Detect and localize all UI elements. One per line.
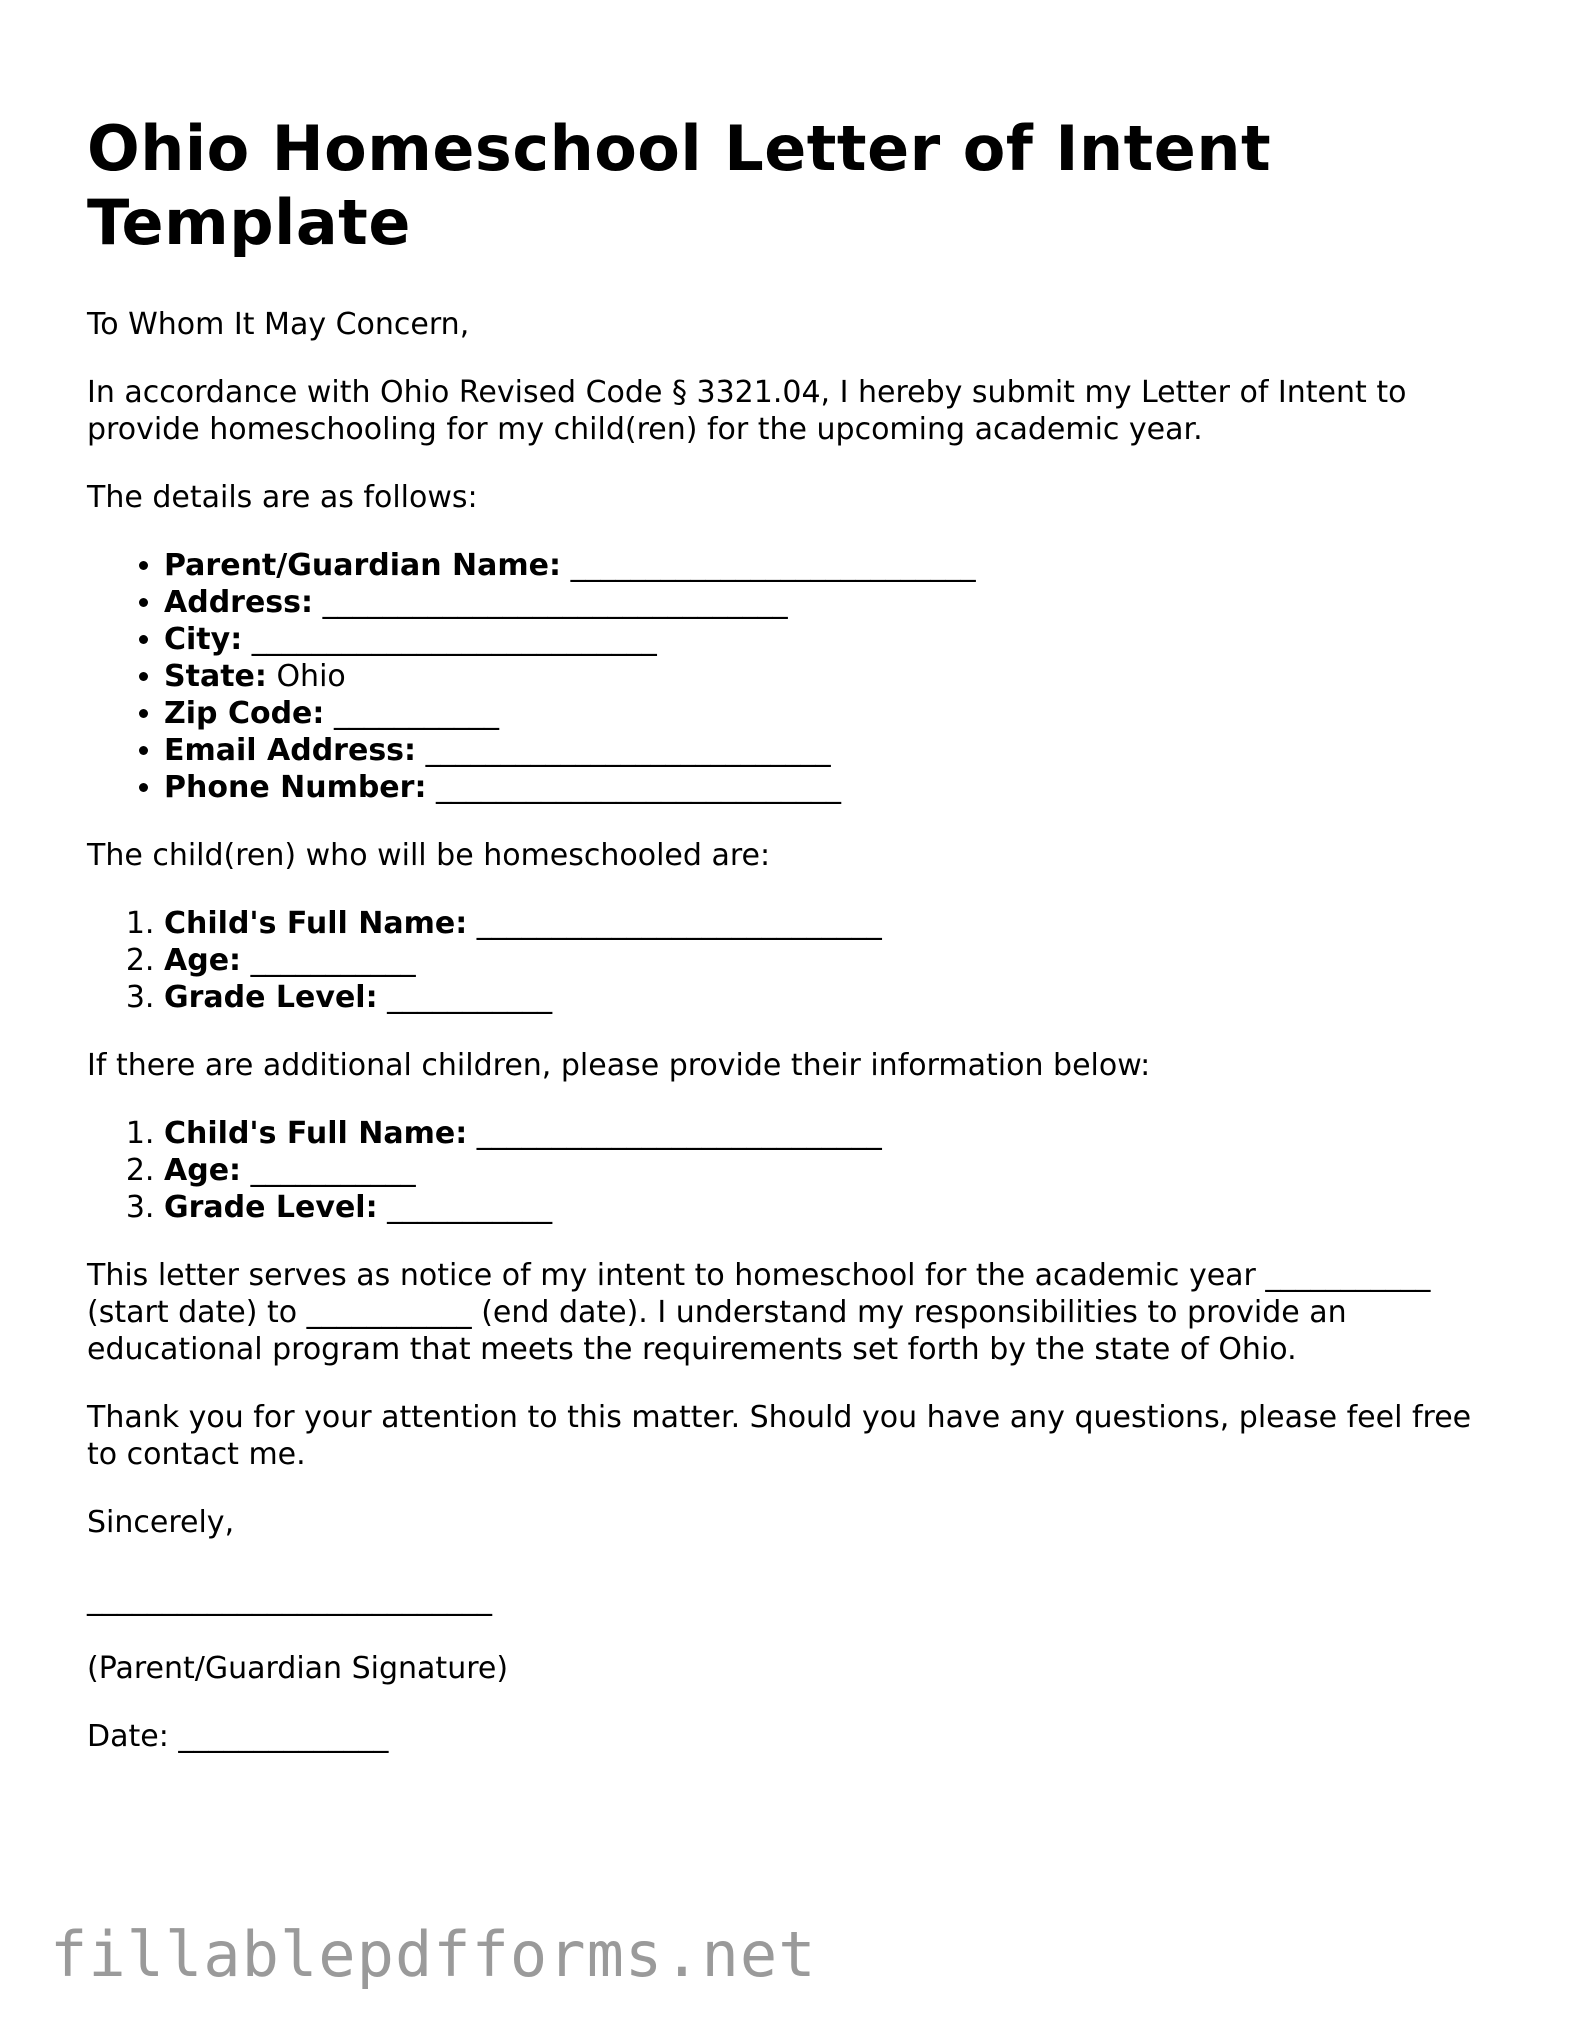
detail-parent-name	[164, 547, 1507, 584]
detail-value: Ohio	[276, 659, 346, 694]
child-age	[164, 942, 1507, 979]
notice-paragraph: This letter serves as notice of my intent to homeschool for the academic year ___________ (start date) to ___________ (end date). I understand my responsibilities to provide an educational program that meets the requirements set forth by the state of Ohio.	[87, 1258, 1431, 1367]
detail-city	[164, 621, 1507, 658]
detail-label: Zip Code:	[164, 696, 325, 731]
closing: Sincerely,	[87, 1505, 235, 1540]
detail-email	[164, 732, 1507, 769]
detail-label: Parent/Guardian Name:	[164, 548, 562, 583]
child-field[interactable]: ___________	[387, 1190, 553, 1225]
detail-field[interactable]: ___________________________	[425, 733, 831, 768]
detail-field[interactable]: ___________________________	[436, 770, 841, 805]
detail-field[interactable]: _______________________________	[322, 585, 788, 620]
child-label: Age:	[164, 1153, 242, 1188]
detail-field[interactable]: ___________________________	[570, 548, 976, 583]
child-grade	[164, 979, 1507, 1016]
detail-phone	[164, 769, 1507, 806]
child-label: Age:	[164, 943, 242, 978]
details-intro: The details are as follows:	[87, 480, 478, 515]
child-field[interactable]: ___________	[250, 1153, 416, 1188]
detail-address	[164, 584, 1507, 621]
signature-line[interactable]: ___________________________	[87, 1582, 492, 1617]
additional-intro: If there are additional children, please provide their information below:	[87, 1048, 1151, 1083]
detail-field[interactable]: ___________	[333, 696, 499, 731]
detail-zip	[164, 695, 1507, 732]
detail-label: Phone Number:	[164, 770, 427, 805]
child-field[interactable]: ___________	[387, 980, 553, 1015]
date-row	[87, 1718, 1507, 1755]
detail-label: Address:	[164, 585, 314, 620]
thanks-paragraph: Thank you for your attention to this matter. Should you have any questions, please feel free to contact me.	[87, 1400, 1472, 1472]
date-label: Date:	[87, 1719, 169, 1754]
signature-caption: (Parent/Guardian Signature)	[87, 1651, 509, 1686]
additional-child-name	[164, 1115, 1507, 1152]
detail-field[interactable]: ___________________________	[251, 622, 657, 657]
details-list	[87, 547, 1507, 806]
child-label: Child's Full Name:	[164, 1116, 468, 1151]
child-field[interactable]: ___________	[250, 943, 416, 978]
detail-label: Email Address:	[164, 733, 417, 768]
child-label: Child's Full Name:	[164, 906, 468, 941]
child-field[interactable]: ___________________________	[476, 906, 882, 941]
date-field[interactable]: ______________	[178, 1719, 389, 1754]
child-label: Grade Level:	[164, 1190, 378, 1225]
children-intro: The child(ren) who will be homeschooled are:	[87, 838, 771, 873]
additional-child-grade	[164, 1189, 1507, 1226]
detail-state	[164, 658, 1507, 695]
intro-paragraph: In accordance with Ohio Revised Code § 3321.04, I hereby submit my Letter of Intent to provide homeschooling for my child(ren) for the upcoming academic year.	[87, 375, 1407, 447]
letter-document	[87, 112, 1507, 1786]
child-name	[164, 905, 1507, 942]
child-label: Grade Level:	[164, 980, 378, 1015]
watermark: fillablepdfforms.net	[50, 1918, 817, 1991]
detail-label: City:	[164, 622, 243, 657]
child-field[interactable]: ___________________________	[476, 1116, 882, 1151]
page-title: Ohio Homeschool Letter of Intent Template	[87, 112, 1272, 259]
additional-child-age	[164, 1152, 1507, 1189]
additional-children-list	[87, 1115, 1507, 1226]
salutation: To Whom It May Concern,	[87, 307, 470, 342]
detail-label: State:	[164, 659, 267, 694]
children-list	[87, 905, 1507, 1016]
